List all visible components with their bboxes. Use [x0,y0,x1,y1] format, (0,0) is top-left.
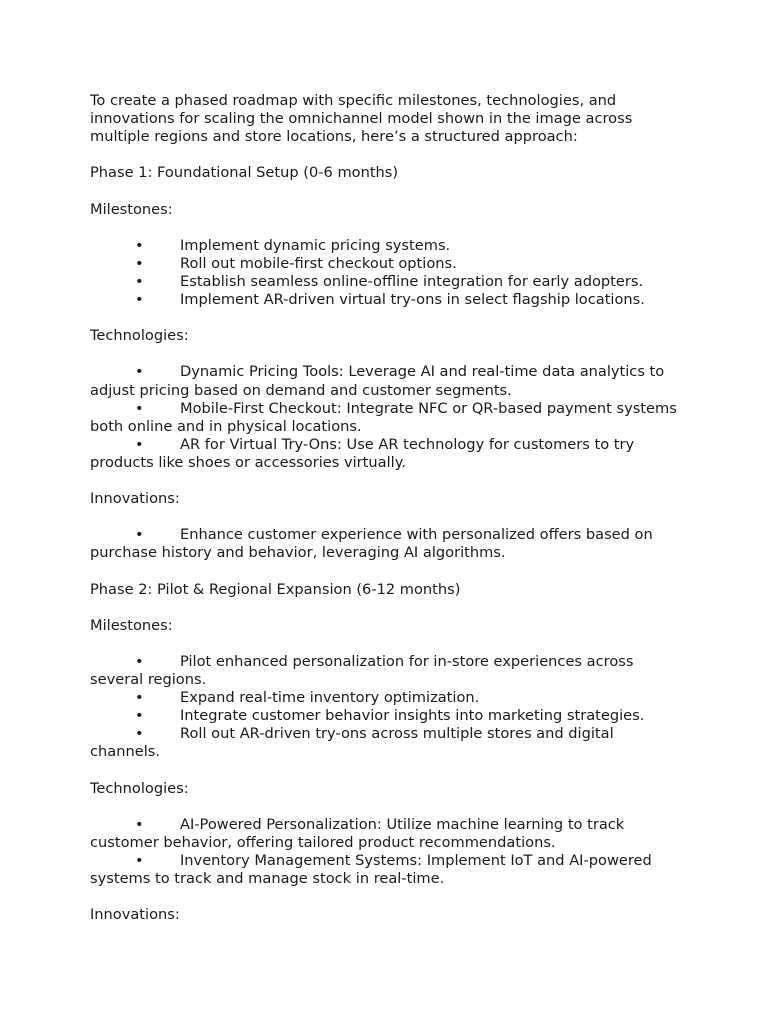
bullet-icon: • [135,815,144,833]
bullet-text: Enhance customer experience with personalized offers based on purchase history and behavior, leveraging AI algorithms. [90,526,653,562]
bullet-icon: • [135,254,144,272]
bullet-text: Integrate customer behavior insights into marketing strategies. [180,707,645,725]
list-item [90,707,680,725]
bullet-icon: • [135,236,144,254]
bullet-icon: • [135,291,144,309]
bullet-text: Dynamic Pricing Tools: Leverage AI and real-time data analytics to adjust pricing based on demand and customer segments. [90,363,665,399]
list-item [90,816,680,852]
bullet-icon: • [135,526,144,544]
phase-2-milestones-heading: Milestones: [90,616,173,634]
bullet-text: Pilot enhanced personalization for in-store experiences across several regions. [90,652,634,688]
bullet-text: Inventory Management Systems: Implement IoT and AI-powered systems to track and manage stock in real-time. [90,851,652,888]
list-item [90,725,680,761]
phase-2-technologies-heading: Technologies: [90,779,189,797]
bullet-icon: • [135,363,144,381]
phase-1-innovations-heading: Innovations: [90,490,180,508]
bullet-text: Mobile-First Checkout: Integrate NFC or QR-based payment systems both online and in physical locations. [90,399,677,435]
bullet-icon: • [135,851,144,869]
bullet-text: Establish seamless online-offline integration for early adopters. [180,272,644,290]
bullet-icon: • [135,652,144,670]
bullet-icon: • [135,272,144,290]
list-item [90,400,680,436]
bullet-icon: • [135,707,144,725]
bullet-icon: • [135,689,144,707]
list-item [90,237,680,255]
bullet-text: AR for Virtual Try-Ons: Use AR technology for customers to try products like shoes or accessories virtually. [90,435,635,471]
intro-paragraph: To create a phased roadmap with specific milestones, technologies, and innovations for scaling the omnichannel model shown in the image across multiple regions and store locations, here’s a structured approach: [90,92,633,146]
list-item [90,526,680,562]
bullet-icon: • [135,399,144,417]
list-item [90,273,680,291]
list-item [90,291,680,309]
bullet-text: Roll out AR-driven try-ons across multiple stores and digital channels. [90,725,614,761]
bullet-icon: • [135,435,144,453]
bullet-text: Implement dynamic pricing systems. [180,236,451,254]
list-item [90,363,680,399]
phase-1-technologies-heading: Technologies: [90,327,189,345]
list-item [90,436,680,472]
phase-2-title: Phase 2: Pilot & Regional Expansion (6-12 months) [90,580,461,598]
bullet-icon: • [135,725,144,743]
bullet-text: Roll out mobile-first checkout options. [180,254,457,272]
bullet-text: Implement AR-driven virtual try-ons in select flagship locations. [180,291,645,309]
list-item [90,852,680,888]
bullet-text: Expand real-time inventory optimization. [180,689,480,707]
phase-2-innovations-heading: Innovations: [90,906,180,924]
phase-1-milestones-heading: Milestones: [90,200,173,218]
document-body [90,92,680,924]
list-item [90,255,680,273]
bullet-text: AI-Powered Personalization: Utilize machine learning to track customer behavior, offering tailored product recommendations. [90,815,625,851]
phase-1-title: Phase 1: Foundational Setup (0-6 months) [90,164,399,182]
list-item [90,653,680,689]
list-item [90,689,680,707]
